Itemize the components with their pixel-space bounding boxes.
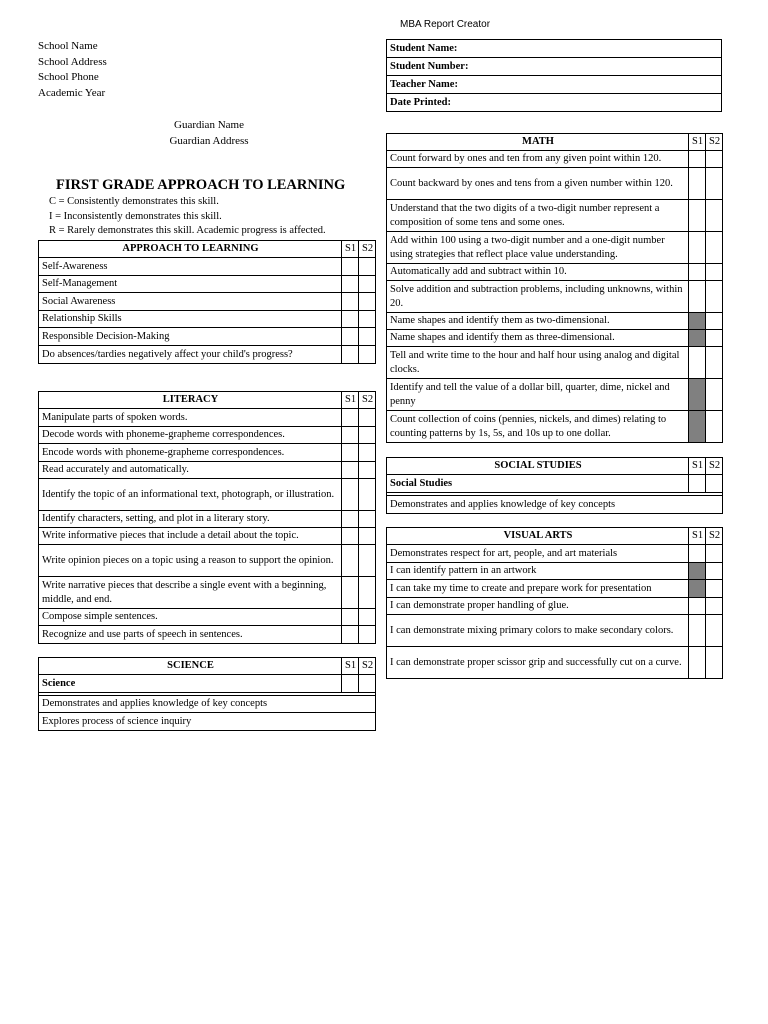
science-subhead: Science (39, 675, 342, 693)
s1-cell (689, 232, 706, 264)
legend-item: C = Consistently demonstrates this skill. (49, 196, 219, 207)
s1-header: S1 (689, 458, 706, 475)
s2-cell (706, 264, 723, 281)
skill-row: Demonstrates and applies knowledge of key concepts (387, 496, 723, 514)
skill-row: Identify characters, setting, and plot in a literary story. (39, 511, 342, 528)
s2-cell (359, 675, 376, 693)
skill-row: Compose simple sentences. (39, 609, 342, 626)
legend-item: R = Rarely demonstrates this skill. Academic progress is affected. (49, 225, 326, 236)
s2-header: S2 (706, 528, 723, 545)
s2-cell (706, 647, 723, 679)
s1-cell (342, 511, 359, 528)
s2-cell (706, 281, 723, 313)
skill-row: Count collection of coins (pennies, nickels, and dimes) relating to counting patterns by 1s, 5s, and 10s up to one dollar. (387, 411, 689, 443)
s2-header: S2 (359, 241, 376, 258)
s1-header: S1 (689, 528, 706, 545)
skill-row: Count forward by ones and ten from any given point within 120. (387, 151, 689, 168)
skill-row: Self-Awareness (39, 258, 342, 276)
s1-cell (342, 609, 359, 626)
grading-legend (49, 195, 326, 239)
s2-cell (706, 475, 723, 493)
s1-cell (342, 462, 359, 479)
s1-cell (689, 151, 706, 168)
s1-cell (342, 626, 359, 644)
skill-row: Do absences/tardies negatively affect your child's progress? (39, 346, 342, 364)
date-printed-field: Date Printed: (387, 94, 722, 112)
s2-header: S2 (359, 658, 376, 675)
skill-row: Write narrative pieces that describe a single event with a beginning, middle, and end. (39, 577, 342, 609)
s2-cell (706, 200, 723, 232)
s2-cell (706, 580, 723, 598)
s1-cell-shaded (689, 313, 706, 330)
skill-row: Add within 100 using a two-digit number and a one-digit number using strategies that reflect place value understanding. (387, 232, 689, 264)
s1-cell (689, 264, 706, 281)
s2-cell (359, 462, 376, 479)
visual-arts-title: VISUAL ARTS (387, 528, 689, 545)
s2-cell (706, 411, 723, 443)
skill-row: Social Awareness (39, 293, 342, 311)
skill-row: I can identify pattern in an artwork (387, 563, 689, 580)
s2-cell (359, 511, 376, 528)
s1-cell (342, 545, 359, 577)
s2-cell (706, 232, 723, 264)
literacy-table (38, 391, 376, 644)
skill-row: I can demonstrate mixing primary colors to make secondary colors. (387, 615, 689, 647)
skill-row: Demonstrates respect for art, people, and art materials (387, 545, 689, 563)
s1-cell (689, 545, 706, 563)
s1-cell (342, 328, 359, 346)
skill-row: I can demonstrate proper handling of glue. (387, 598, 689, 615)
s1-cell (689, 168, 706, 200)
science-table (38, 657, 376, 731)
s1-cell (342, 444, 359, 462)
student-name-field: Student Name: (387, 40, 722, 58)
guardian-name: Guardian Name (174, 119, 244, 131)
skill-row: Decode words with phoneme-grapheme correspondences. (39, 427, 342, 444)
skill-row: Self-Management (39, 276, 342, 293)
math-table (386, 133, 723, 443)
s2-cell (359, 328, 376, 346)
s1-cell (689, 475, 706, 493)
school-info (38, 39, 107, 101)
skill-row: Explores process of science inquiry (39, 713, 376, 731)
skill-row: Name shapes and identify them as two-dimensional. (387, 313, 689, 330)
s2-cell (359, 626, 376, 644)
s2-header: S2 (359, 392, 376, 409)
s2-cell (359, 258, 376, 276)
s2-header: S2 (706, 134, 723, 151)
school-name: School Name (38, 40, 98, 52)
skill-row: Tell and write time to the hour and half hour using analog and digital clocks. (387, 347, 689, 379)
academic-year: Academic Year (38, 86, 106, 99)
skill-row: I can take my time to create and prepare work for presentation (387, 580, 689, 598)
s2-cell (706, 347, 723, 379)
guardian-info (150, 117, 268, 149)
school-phone: School Phone (38, 71, 99, 83)
math-title: MATH (387, 134, 689, 151)
s2-cell (359, 409, 376, 427)
s1-cell-shaded (689, 379, 706, 411)
s1-cell (342, 276, 359, 293)
s1-cell (342, 427, 359, 444)
literacy-title: LITERACY (39, 392, 342, 409)
s1-cell (342, 311, 359, 328)
s2-cell (706, 151, 723, 168)
teacher-name-field: Teacher Name: (387, 76, 722, 94)
s2-cell (706, 379, 723, 411)
visual-arts-table (386, 527, 723, 679)
s2-cell (359, 293, 376, 311)
page-heading: FIRST GRADE APPROACH TO LEARNING (56, 177, 346, 193)
s1-cell (689, 200, 706, 232)
legend-item: I = Inconsistently demonstrates this skill. (49, 210, 222, 222)
s1-cell (689, 347, 706, 379)
skill-row: Manipulate parts of spoken words. (39, 409, 342, 427)
student-info-table (386, 39, 722, 112)
s1-cell (342, 675, 359, 693)
s1-cell (342, 528, 359, 545)
s2-header: S2 (706, 458, 723, 475)
skill-row: Solve addition and subtraction problems, including unknowns, within 20. (387, 281, 689, 313)
s1-cell-shaded (689, 411, 706, 443)
approach-table (38, 240, 376, 364)
school-address: School Address (38, 55, 107, 68)
s1-header: S1 (342, 392, 359, 409)
s2-cell (706, 615, 723, 647)
s1-cell-shaded (689, 330, 706, 347)
approach-title: APPROACH TO LEARNING (39, 241, 342, 258)
social-studies-title: SOCIAL STUDIES (387, 458, 689, 475)
s2-cell (359, 528, 376, 545)
s2-cell (359, 311, 376, 328)
skill-row: I can demonstrate proper scissor grip and successfully cut on a curve. (387, 647, 689, 679)
s2-cell (359, 276, 376, 293)
s1-cell-shaded (689, 563, 706, 580)
social-studies-subhead: Social Studies (387, 475, 689, 493)
skill-row: Demonstrates and applies knowledge of key concepts (39, 696, 376, 713)
s1-cell (689, 615, 706, 647)
s2-cell (359, 427, 376, 444)
s1-header: S1 (342, 658, 359, 675)
s2-cell (706, 563, 723, 580)
s1-cell (689, 598, 706, 615)
skill-row: Write opinion pieces on a topic using a reason to support the opinion. (39, 545, 342, 577)
social-studies-table (386, 457, 723, 514)
s2-cell (706, 598, 723, 615)
science-title: SCIENCE (39, 658, 342, 675)
skill-row: Read accurately and automatically. (39, 462, 342, 479)
s2-cell (359, 444, 376, 462)
student-number-field: Student Number: (387, 58, 722, 76)
skill-row: Name shapes and identify them as three-dimensional. (387, 330, 689, 347)
s2-cell (706, 168, 723, 200)
s1-cell (342, 346, 359, 364)
s1-cell (342, 409, 359, 427)
s2-cell (706, 330, 723, 347)
s1-header: S1 (342, 241, 359, 258)
skill-row: Identify and tell the value of a dollar bill, quarter, dime, nickel and penny (387, 379, 689, 411)
skill-row: Write informative pieces that include a detail about the topic. (39, 528, 342, 545)
skill-row: Recognize and use parts of speech in sentences. (39, 626, 342, 644)
s1-header: S1 (689, 134, 706, 151)
s2-cell (359, 479, 376, 511)
s2-cell (359, 346, 376, 364)
s2-cell (706, 313, 723, 330)
skill-row: Identify the topic of an informational text, photograph, or illustration. (39, 479, 342, 511)
s1-cell (689, 647, 706, 679)
skill-row: Encode words with phoneme-grapheme correspondences. (39, 444, 342, 462)
s1-cell (342, 577, 359, 609)
skill-row: Automatically add and subtract within 10. (387, 264, 689, 281)
s2-cell (359, 577, 376, 609)
s1-cell (342, 293, 359, 311)
s2-cell (706, 545, 723, 563)
s1-cell-shaded (689, 580, 706, 598)
s1-cell (689, 281, 706, 313)
s2-cell (359, 545, 376, 577)
app-title: MBA Report Creator (400, 19, 491, 30)
skill-row: Relationship Skills (39, 311, 342, 328)
skill-row: Understand that the two digits of a two-digit number represent a composition of some tens and some ones. (387, 200, 689, 232)
guardian-address: Guardian Address (169, 135, 249, 147)
s1-cell (342, 479, 359, 511)
skill-row: Responsible Decision-Making (39, 328, 342, 346)
skill-row: Count backward by ones and tens from a given number within 120. (387, 168, 689, 200)
s1-cell (342, 258, 359, 276)
s2-cell (359, 609, 376, 626)
